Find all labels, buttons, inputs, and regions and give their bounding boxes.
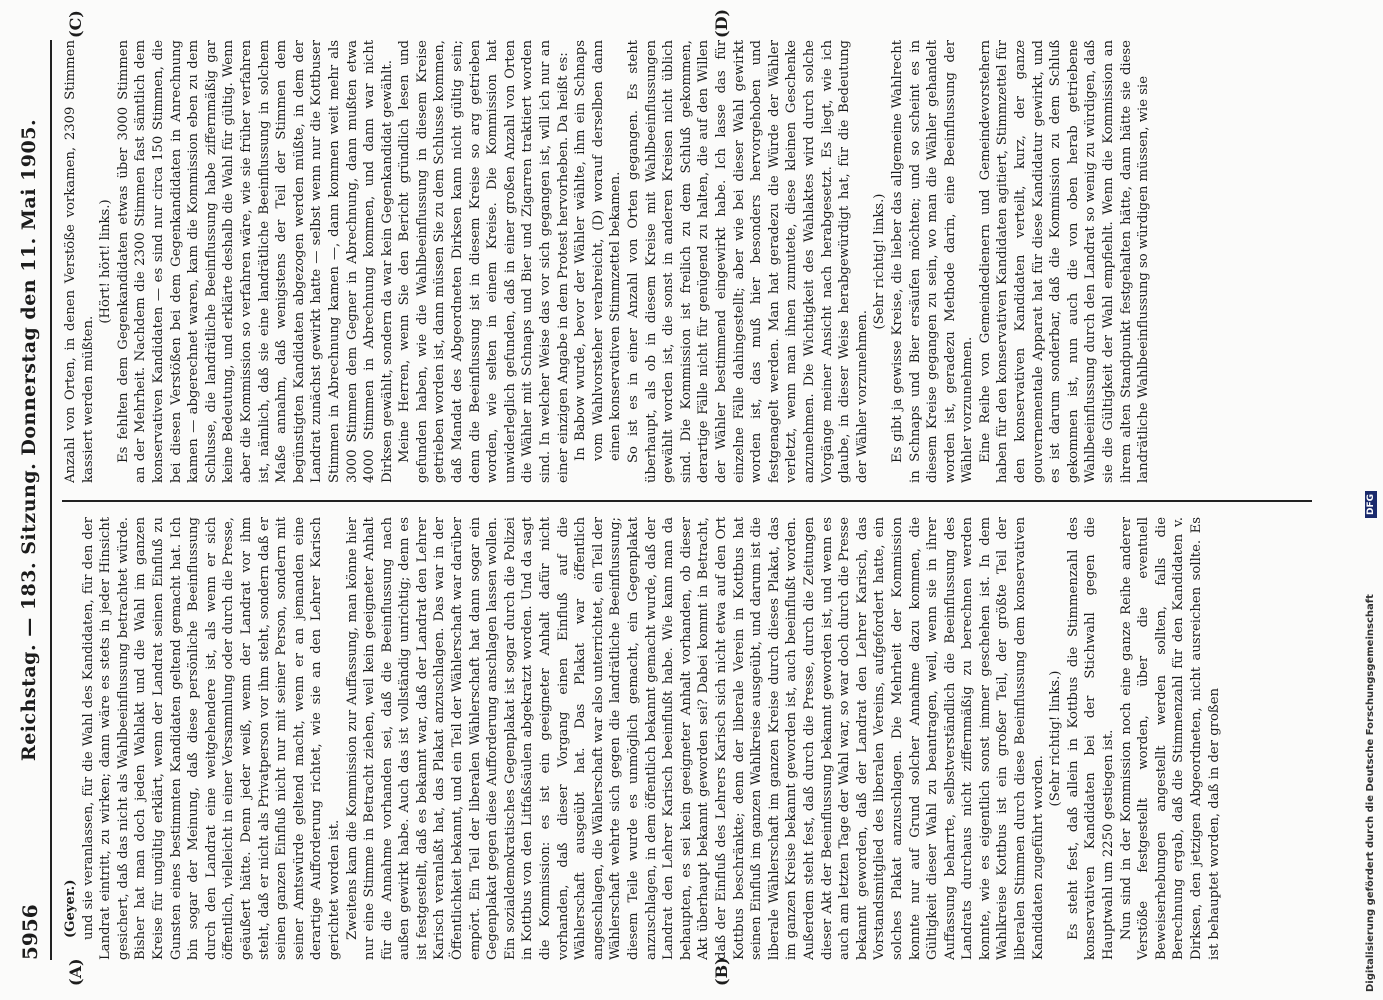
paragraph: Eine Reihe von Gemeindedienern und Gemeindevorstehern haben für den konservativen Kandidaten agitiert, Stimmzettel für den konservativen Kandidaten verteilt, kurz, der ganze gouvernementale Apparat hat für diese Kandidatur gewirkt, und es ist darum sonderbar, daß die Kommission zu dem Schluß gekommen ist, nun auch die von oben herab getriebene Wahlbeeinflussung durch den Landrat so wenig zu würdigen, daß sie die Gültigkeit der Wahl empfiehlt. Wenn die Kommission an ihrem alten Standpunkt festgehalten hätte, dann hätte sie diese landrätliche Wahlbeeinflussung so würdigen müssen, wie sie (977, 40, 1152, 483)
paragraph: Meine Herren, wenn Sie den Bericht gründlich lesen und gefunden haben, wie die Wahlbeeinflussung in diesem Kreise getrieben worden ist, dann müssen Sie zu dem Schlusse kommen, daß Mandat des Abgeordneten Dirksen kann nicht gültig sein; denn die Beeinflussung ist in diesem Kreise so arg getrieben worden, wie selten in einem Kreise. Die Kommission hat unwiderleglich gefunden, daß in einer großen Anzahl von Orten die Wähler mit Schnaps und Bier und Zigarren traktiert worden sind. In welcher Weise das vor sich gegangen ist, will ich nur an einer einzigen Angabe in dem Protest hervorheben. Da heißt es: (397, 40, 571, 483)
column-divider (62, 500, 1312, 502)
interjection: (Hört! hört! links.) (98, 199, 114, 324)
digitization-credit: Digitalisierung gefördert durch die Deutsche Forschungsgemeinschaft (1365, 594, 1376, 992)
paragraph: Anzahl von Orten, in denen Verstöße vorkamen, 2309 Stimmen kassiert werden müßten. (63, 40, 96, 483)
paragraph: Nun sind in der Kommission noch eine ganze Reihe anderer Verstöße festgestellt worden, über die eventuell Beweiserhebungen angestellt werden sollten, falls die Berechnung ergab, daß die Stimmenzahl für den Kandidaten v. Dirksen, den jetzigen Abgeordneten, nicht ausreichen sollte. Es ist behauptet worden, daß in der großen (1118, 517, 1222, 960)
paragraph: Es gibt ja gewisse Kreise, die lieber das allgemeine Wahlrecht in Schnaps und Bier ersäufen möchten; und so scheint es in diesem Kreise gegangen zu sein, wo man die Wähler gehandelt worden ist, geradezu Methode darin, eine Beeinflussung der Wähler vorzunehmen. (889, 40, 976, 483)
margin-mark-c: (C) (66, 10, 85, 38)
paragraph: So ist es in einer Anzahl von Orten gegangen. Es steht überhaupt, als ob in diesem Kreise mit Wahlbeeinflussungen gewählt worden ist, die sonst in anderen Kreisen nicht üblich sind. Die Kommission ist freilich zu dem Schluß gekommen, derartige Fälle nicht für genügend zu halten, die auf den Willen der Wähler bestimmend eingewirkt habe. Ich lasse das für einzelne Fälle dahingestellt; aber wie bei dieser Wahl gewirkt worden ist, das muß hier besonders hervorgehoben und festgenagelt werden. Man hat geradezu die Würde der Wähler verletzt, wenn man ihnen zumutete, diese kleinen Geschenke anzunehmen. Die Wichtigkeit des Wahlaktes wird durch solche Vorgänge meiner Ansicht nach herabgesetzt. Es liegt, wie ich glaube, in dieser Weise herabgewürdigt hat, für die Bedeutung der Wähler vorzunehmen. (626, 40, 870, 483)
paragraph: Es fehlten dem Gegenkandidaten etwas über 3000 Stimmen an der Mehrheit. Nachdem die 2300 Stimmen fast sämtlich dem konservativen Kandidaten — es sind nur circa 150 Stimmen, die bei diesen Verstößen bei dem Gegenkandidaten in Anrechnung kamen — abgerechnet waren, kam die Kommission eben zu dem Schlusse, die landrätliche Beeinflussung habe ziffernmäßig gar keine Bedeutung, und erklärte deshalb die Wahl für gültig. Wenn aber die Kommission so verfahren wäre, wie sie früher verfahren ist, nämlich, daß sie eine landrätliche Beeinflussung in solchem Maße annahm, daß wenigstens der Teil der Stimmen dem begünstigten Kandidaten abgezogen werden müßte, in dem der Landrat zunächst gewirkt hatte — selbst wenn nur die Kottbuser Stimmen in Abrechnung kamen —, dann kommen weit mehr als 3000 Stimmen dem Gegner in Abrechnung, dann mußten etwa 4000 Stimmen in Abrechnung kommen, und dann war nicht Dirksen gewählt, sondern da war kein Gegenkandidat gewählt. (115, 40, 395, 483)
interjection: (Sehr richtig! links.) (1048, 670, 1064, 807)
interjection: (Sehr richtig! links.) (872, 193, 888, 330)
paragraph: Es steht fest, daß allein in Kottbus die Stimmenzahl des konservativen Kandidaten bei der Stichwahl gegen die Hauptwahl um 2250 gestiegen ist. (1065, 517, 1117, 960)
running-head: Reichstag. — 183. Sitzung. Donnerstag den 11. Mai 1905. (18, 118, 40, 762)
speaker-name: (Geyer.) (63, 879, 78, 938)
right-column (62, 40, 1332, 483)
dfg-logo-icon: DFG (1365, 491, 1377, 518)
paragraph: und sie veranlassen, für die Wahl des Kandidaten, für den der Landrat eintritt, zu wirken; dann wäre es stets in jeder Hinsicht gesichert, daß das nicht als Wahlbeeinflussung betrachtet würde. Bisher hat man doch jeden Wahlakt und die Wahl im ganzen Kreise für ungültig erklärt, wenn der Landrat seinen Einfluß zu Gunsten eines bestimmten Kandidaten geltend gemacht hat. Ich bin sogar der Meinung, daß diese persönliche Beeinflussung durch den Landrat eine weitgehendere ist, als wenn er sich öffentlich, vielleicht in einer Versammlung oder durch die Presse, geäußert hätte. Denn jeder weiß, wenn der Landrat vor ihm steht, daß er nicht als Privatperson vor ihm steht, sondern daß er seinen ganzen Einfluß nicht nur mit seiner Person, sondern mit seiner Amtswürde geltend macht, wenn er an jemanden eine derartige Aufforderung richtet, wie sie an den Lehrer Karisch gerichtet worden ist. (80, 517, 342, 960)
margin-mark-b: (B) (712, 957, 731, 986)
header-rule (50, 40, 52, 960)
running-header (18, 40, 48, 960)
page-number: 5956 (18, 904, 42, 960)
credit-strip (1362, 0, 1382, 1000)
paragraph: Zweitens kam die Kommission zur Auffassung, man könne hier nur eine Stimme in Betracht ziehen, weil kein geeigneter Anhalt für die Annahme vorhanden sei, daß die Beeinflussung nach außen gewirkt habe. Auch das ist vollständig unrichtig; denn es ist festgestellt, daß es bekannt war, daß der Landrat den Lehrer Karisch veranlaßt hat, das Plakat anzuschlagen. Das war in der Öffentlichkeit bekannt, und ein Teil der Wählerschaft war darüber empört. Ein Teil der liberalen Wählerschaft hat dann sogar ein Gegenplakat gegen diese Aufforderung anschlagen lassen wollen. Ein sozialdemokratisches Gegenplakat ist sogar durch die Polizei in Kottbus von den Litfaßsäulen abgekratzt worden. Und da sagt die Kommission: es ist ein geeigneter Anhalt dafür nicht vorhanden, daß dieser Vorgang einen Einfluß auf die Wählerschaft ausgeübt hat. Das Plakat war öffentlich angeschlagen, die Wählerschaft war also unterrichtet, ein Teil der Wählerschaft wehrte sich gegen die landrätliche Beeinflussung; diesem Teile wurde es unmöglich gemacht, ein Gegenplakat anzuschlagen, in dem öffentlich bekannt gemacht wurde, daß der Landrat den Lehrer Karisch beeinflußt habe. Wie kann man da behaupten, es sei kein geeigneter Anhalt vorhanden, ob dieser Akt überhaupt bekannt geworden sei? Dabei kommt in Betracht, daß der Einfluß des Lehrers Karisch sich nicht etwa auf den Ort Kottbus beschränkte; denn der liberale Verein in Kottbus hat seinen Einfluß im ganzen Wahlkreise ausgeübt, und darum ist die liberale Wählerschaft im ganzen Kreise durch dieses Plakat, das im ganzen Kreise bekannt geworden ist, auch beeinflußt worden. Außerdem steht fest, daß durch die Presse, durch die Zeitungen dieser Akt der Beeinflussung bekannt geworden ist, und wenn es auch am letzten Tage der Wahl war, so war doch durch die Presse bekannt geworden, daß der Landrat den Lehrer Karisch, das Vorstandsmitglied des liberalen Vereins, aufgefordert hatte, ein solches Plakat anzuschlagen. Die Mehrheit der Kommission konnte nur auf Grund solcher Annahme dazu kommen, die Gültigkeit dieser Wahl zu beantragen, weil, wenn sie in ihrer Auffassung beharrte, selbstverständlich die Beeinflussung des Landrats durchaus nicht ziffernmäßig zu berechnen werden konnte, wie es eigentlich sonst immer geschehen ist. In dem Wahlkreise Kottbus ist ein großer Teil, der größte Teil der liberalen Stimmen durch diese Beeinflussung dem konservativen Kandidaten zugeführt worden. (344, 517, 1046, 960)
margin-mark-a: (A) (66, 958, 85, 986)
margin-mark-d: (D) (712, 8, 731, 38)
left-column (62, 517, 1332, 960)
block-quote: In Babow wurde, bevor der Wähler wählte, ihm ein Schnaps vom Wahlvorsteher verabreicht, (D) worauf derselben dann einen konservativen Stimmzettel bekamen. (573, 40, 624, 461)
